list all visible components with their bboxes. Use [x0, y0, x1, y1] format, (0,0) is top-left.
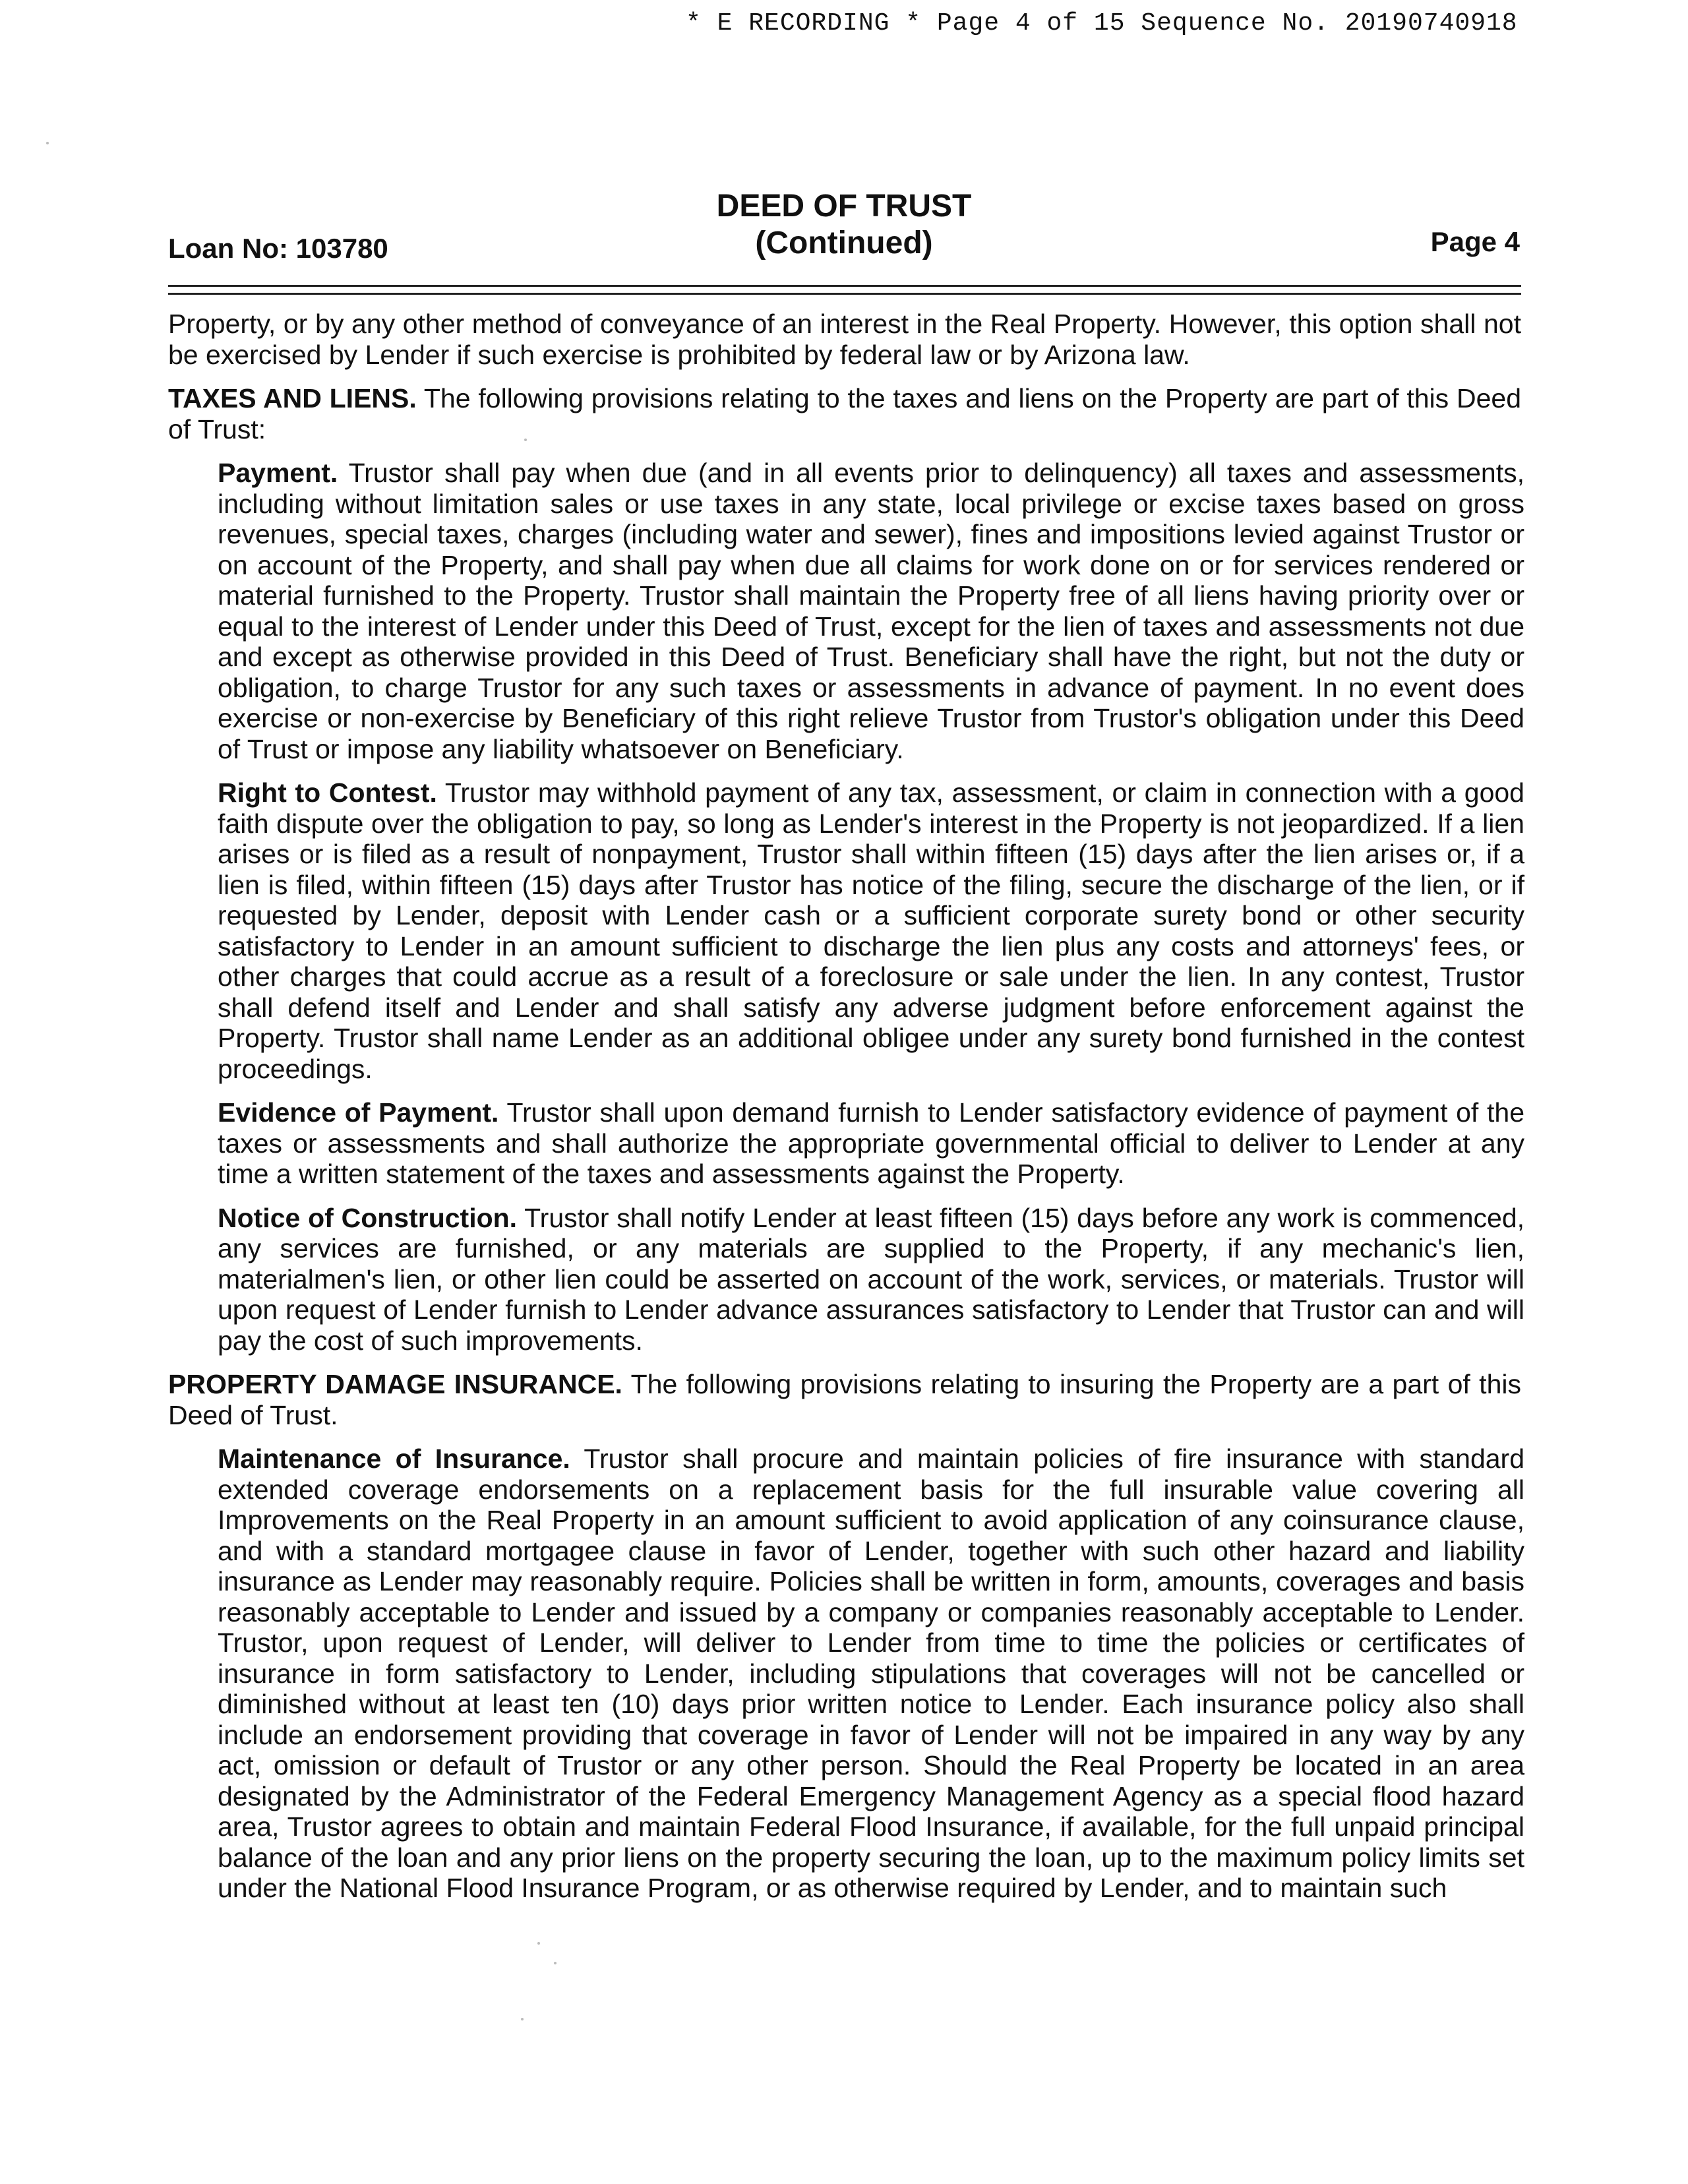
page-header [168, 188, 1520, 267]
section-heading: PROPERTY DAMAGE INSURANCE. [168, 1369, 622, 1399]
scan-speck [537, 1942, 540, 1945]
clause-evidence-of-payment [218, 1097, 1524, 1190]
scan-speck [554, 1962, 557, 1964]
header-divider-bottom [168, 293, 1521, 295]
loan-number: Loan No: 103780 [168, 233, 388, 264]
header-divider-top [168, 285, 1521, 287]
clause-heading: Notice of Construction. [218, 1202, 518, 1233]
section-taxes-and-liens [168, 383, 1521, 444]
title-line-1: DEED OF TRUST [716, 189, 972, 224]
clause-heading: Right to Contest. [218, 777, 437, 808]
clause-heading: Payment. [218, 458, 338, 488]
scan-speck [521, 2018, 524, 2020]
scan-speck [524, 439, 527, 441]
clause-heading: Evidence of Payment. [218, 1097, 499, 1128]
clause-notice-of-construction [218, 1203, 1524, 1356]
section-heading: TAXES AND LIENS. [168, 383, 417, 413]
clause-payment [218, 458, 1524, 764]
section-property-damage-insurance [168, 1369, 1521, 1430]
section-text: The following provisions relating to the taxes and liens on the Property are part of this Deed of Trust: [168, 383, 1521, 444]
clause-right-to-contest [218, 777, 1524, 1084]
document-title [168, 188, 1520, 262]
section-text: The following provisions relating to insuring the Property are a part of this Deed of Trust. [168, 1369, 1521, 1430]
scan-speck [46, 142, 49, 144]
clause-text: Trustor shall procure and maintain policies of fire insurance with standard extended coverage endorsements on a replacement basis for the full insurable value covering all Improvements on the Real Property in an amount sufficient to avoid application of any coinsurance clause, and with a standard mortgagee clause in favor of Lender, together with such other hazard and liability insurance as Lender may reasonably require. Policies shall be written in form, amounts, coverages and basis reasonably acceptable to Lender and issued by a company or companies reasonably acceptable to Lender. Trustor, upon request of Lender, will deliver to Lender from time to time the policies or certificates of insurance in form satisfactory to Lender, including stipulations that coverages will not be cancelled or diminished without at least ten (10) days prior written notice to Lender. Each insurance policy also shall include an endorsement providing that coverage in favor of Lender will not be impaired in any way by any act, omission or default of Trustor or any other person. Should the Real Property be located in an area designated by the Administrator of the Federal Emergency Management Agency as a special flood hazard area, Trustor agrees to obtain and maintain Federal Flood Insurance, if available, for the full unpaid principal balance of the loan and any prior liens on the property securing the loan, up to the maximum policy limits set under the National Flood Insurance Program, or as otherwise required by Lender, and to maintain such [218, 1443, 1525, 1903]
recording-stamp: * E RECORDING * Page 4 of 15 Sequence No. 20190740918 [686, 9, 1518, 38]
clause-text: Trustor shall upon demand furnish to Lender satisfactory evidence of payment of the taxes or assessments and shall authorize the appropriate governmental official to deliver to Lender at any time a written statement of the taxes and assessments against the Property. [218, 1097, 1524, 1189]
document-body [168, 309, 1525, 1917]
clause-maintenance-of-insurance [218, 1443, 1524, 1904]
clause-text: Trustor shall pay when due (and in all events prior to delinquency) all taxes and assessments, including without limitation sales or use taxes in any state, local privilege or excise taxes based on gross revenues, special taxes, charges (including water and sewer), fines and impositions levied against Trustor or on account of the Property, and shall pay when due all claims for work done on or for services rendered or material furnished to the Property. Trustor shall maintain the Property free of all liens having priority over or equal to the interest of Lender under this Deed of Trust, except for the lien of taxes and assessments not due and except as otherwise provided in this Deed of Trust. Beneficiary shall have the right, but not the duty or obligation, to charge Trustor for any such taxes or assessments in advance of payment. In no event does exercise or non-exercise by Beneficiary of this right relieve Trustor from Trustor's obligation under this Deed of Trust or impose any liability whatsoever on Beneficiary. [218, 458, 1524, 764]
page-number: Page 4 [1430, 226, 1520, 257]
paragraph-continued: Property, or by any other method of conveyance of an interest in the Real Property. However, this option shall not be exercised by Lender if such exercise is prohibited by federal law or by Arizona law. [168, 309, 1521, 370]
clause-heading: Maintenance of Insurance. [218, 1443, 570, 1474]
title-line-2: (Continued) [755, 226, 933, 260]
clause-text: Trustor may withhold payment of any tax, assessment, or claim in connection with a good faith dispute over the obligation to pay, so long as Lender's interest in the Property is not jeopardized. If a lien arises or is filed as a result of nonpayment, Trustor shall within fifteen (15) days after the lien arises or, if a lien is filed, within fifteen (15) days after Trustor has notice of the filing, secure the discharge of the lien, or if requested by Lender, deposit with Lender cash or a sufficient corporate surety bond or other security satisfactory to Lender in an amount sufficient to discharge the lien plus any costs and attorneys' fees, or other charges that could accrue as a result of a foreclosure or sale under the lien. In any contest, Trustor shall defend itself and Lender and shall satisfy any adverse judgment before enforcement against the Property. Trustor shall name Lender as an additional obligee under any surety bond furnished in the contest proceedings. [218, 777, 1524, 1084]
clause-text: Trustor shall notify Lender at least fifteen (15) days before any work is commenced, any services are furnished, or any materials are supplied to the Property, if any mechanic's lien, materialmen's lien, or other lien could be asserted on account of the work, services, or materials. Trustor will upon request of Lender furnish to Lender advance assurances satisfactory to Lender that Trustor can and will pay the cost of such improvements. [218, 1202, 1525, 1356]
